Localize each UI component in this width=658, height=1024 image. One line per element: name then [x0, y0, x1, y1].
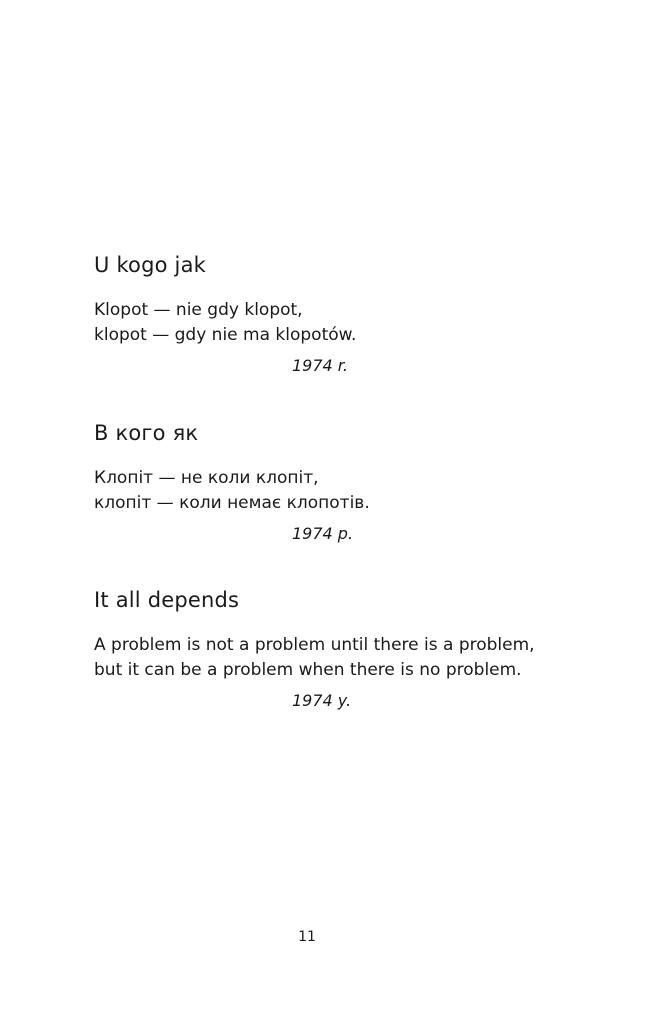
poem-title: В кого як — [94, 421, 199, 445]
poem-title: U kogo jak — [94, 253, 207, 277]
poem-line: A problem is not a problem until there is a problem, — [94, 635, 535, 655]
poem-title: It all depends — [94, 588, 240, 612]
poem-line: клопіт — коли немає клопотів. — [94, 493, 370, 513]
page-number: 11 — [298, 929, 316, 945]
poem-polish — [94, 252, 564, 376]
poem-english — [94, 587, 564, 711]
poem-line: klopot — gdy nie ma klopotów. — [94, 325, 357, 345]
poem-ukrainian — [94, 420, 564, 544]
poem-body — [94, 298, 564, 376]
poem-date: 1974 y. — [292, 691, 352, 710]
poem-body — [94, 633, 564, 711]
poem-line: but it can be a problem when there is no problem. — [94, 660, 522, 680]
poem-date: 1974 r. — [292, 356, 348, 375]
poem-line: Клопіт — не коли клопіт, — [94, 468, 319, 488]
poem-body — [94, 466, 564, 544]
poem-line: Klopot — nie gdy klopot, — [94, 300, 303, 320]
poem-date: 1974 р. — [292, 524, 354, 543]
